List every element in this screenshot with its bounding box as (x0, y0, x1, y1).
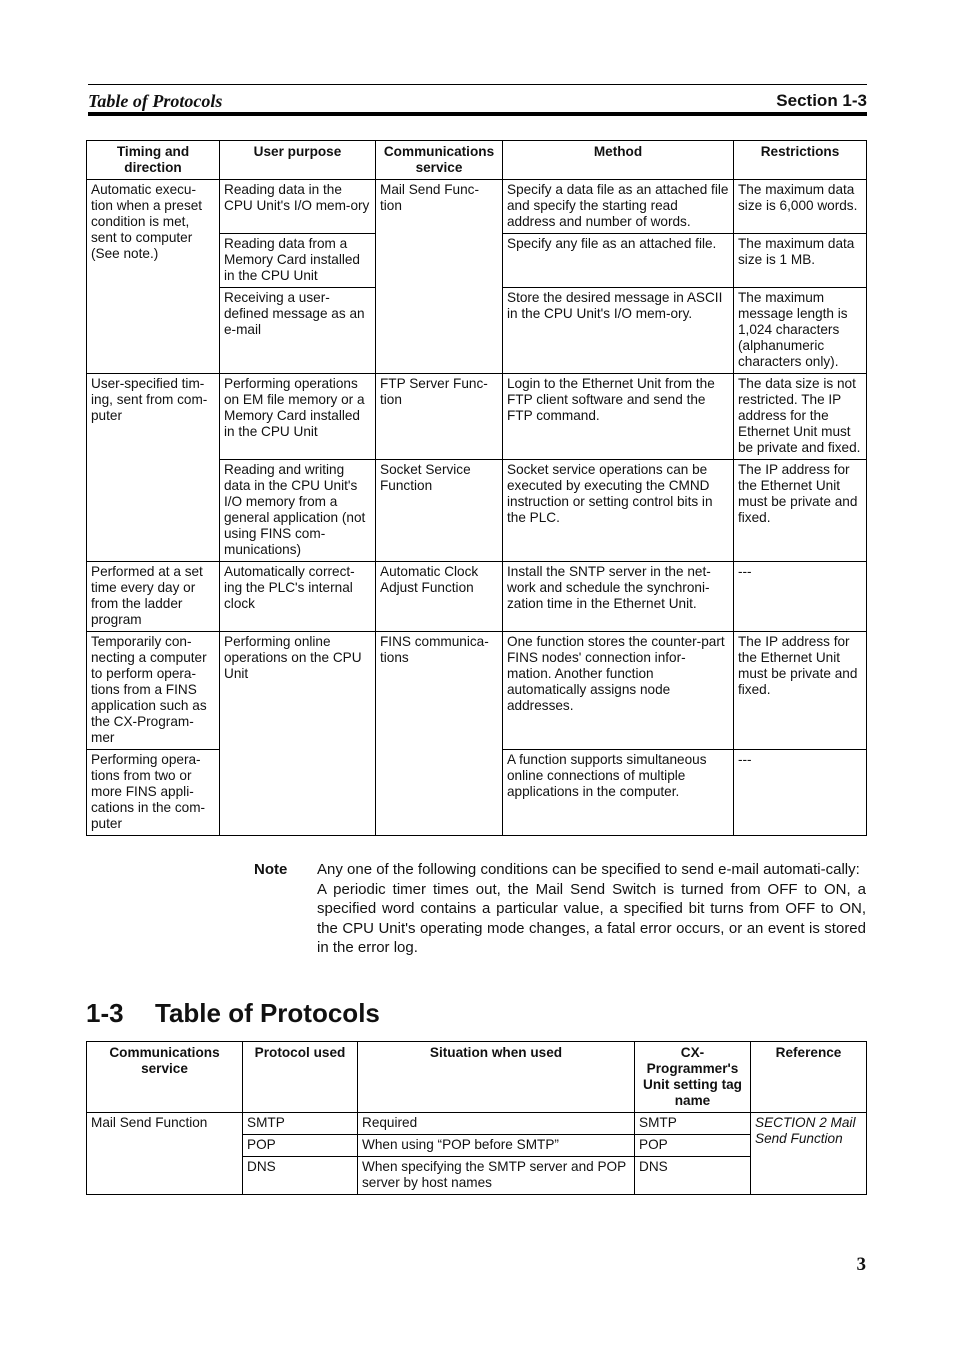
restriction-cell: --- (734, 750, 867, 836)
service-cell: Mail Send Func-tion (376, 180, 503, 374)
method-cell: Install the SNTP server in the net-work and schedule the synchroni-zation time in the Ethernet Unit. (503, 562, 734, 632)
method-cell: Specify any file as an attached file. (503, 234, 734, 288)
column-header: Communications service (376, 141, 503, 180)
method-cell: One function stores the counter-part FINS nodes' connection infor-mation. Another function automatically assigns node addresses. (503, 632, 734, 750)
column-header: Communications service (87, 1042, 243, 1113)
timing-cell: Automatic execu-tion when a preset condition is met, sent to computer (See note.) (87, 180, 220, 374)
purpose-cell: Performing online operations on the CPU Unit (220, 632, 376, 836)
service-cell: Mail Send Function (87, 1113, 243, 1195)
restriction-cell: The data size is not restricted. The IP address for the Ethernet Unit must be private and fixed. (734, 374, 867, 460)
section-number: 1-3 (86, 998, 124, 1028)
service-cell: Automatic Clock Adjust Function (376, 562, 503, 632)
purpose-cell: Performing operations on EM file memory or a Memory Card installed in the CPU Unit (220, 374, 376, 460)
table-header-row (87, 1042, 867, 1113)
situation-cell: When using “POP before SMTP” (358, 1135, 635, 1157)
column-header: Method (503, 141, 734, 180)
timing-cell: Temporarily con-necting a computer to perform opera-tions from a FINS application such as the CX-Program-mer (87, 632, 220, 750)
table-header-row (87, 141, 867, 180)
purpose-cell: Reading and writing data in the CPU Unit's I/O memory from a general application (not using FINS com-munications) (220, 460, 376, 562)
table-row (87, 632, 867, 750)
service-cell: FINS communica-tions (376, 632, 503, 836)
protocols-table (86, 1041, 867, 1195)
restriction-cell: The maximum message length is 1,024 characters (alphanumeric characters only). (734, 288, 867, 374)
table-row (87, 1113, 867, 1135)
header-title: Table of Protocols (88, 91, 223, 111)
restriction-cell: The IP address for the Ethernet Unit must be private and fixed. (734, 460, 867, 562)
service-cell: Socket Service Function (376, 460, 503, 562)
purpose-cell: Automatically correct-ing the PLC's internal clock (220, 562, 376, 632)
purpose-cell: Reading data from a Memory Card installed in the CPU Unit (220, 234, 376, 288)
page-number: 3 (856, 1254, 866, 1275)
column-header: CX-Programmer's Unit setting tag name (635, 1042, 751, 1113)
note-text: Any one of the following conditions can be specified to send e-mail automati-cally: (317, 861, 860, 878)
timing-cell: Performing opera-tions from two or more FINS appli-cations in the com-puter (87, 750, 220, 836)
protocol-cell: POP (243, 1135, 358, 1157)
section-title: Table of Protocols (155, 998, 380, 1028)
section-heading (86, 998, 380, 1029)
purpose-cell: Receiving a user-defined message as an e-mail (220, 288, 376, 374)
timing-cell: User-specified tim-ing, sent from com-puter (87, 374, 220, 562)
situation-cell: Required (358, 1113, 635, 1135)
tag-cell: SMTP (635, 1113, 751, 1135)
situation-cell: When specifying the SMTP server and POP server by host names (358, 1157, 635, 1195)
column-header: Situation when used (358, 1042, 635, 1113)
method-cell: Socket service operations can be executed by executing the CMND instruction or setting control bits in the PLC. (503, 460, 734, 562)
header-section: Section 1-3 (776, 91, 867, 110)
column-header: Protocol used (243, 1042, 358, 1113)
communications-table (86, 140, 867, 836)
tag-cell: POP (635, 1135, 751, 1157)
method-cell: Login to the Ethernet Unit from the FTP client software and send the FTP command. (503, 374, 734, 460)
column-header: User purpose (220, 141, 376, 180)
table-row (87, 180, 867, 234)
column-header: Reference (751, 1042, 867, 1113)
restriction-cell: The IP address for the Ethernet Unit must be private and fixed. (734, 632, 867, 750)
purpose-cell: Reading data in the CPU Unit's I/O mem-ory (220, 180, 376, 234)
note-body (317, 860, 866, 958)
table-row (87, 562, 867, 632)
protocol-cell: DNS (243, 1157, 358, 1195)
service-cell: FTP Server Func-tion (376, 374, 503, 460)
page-header (88, 84, 867, 116)
timing-cell: Performed at a set time every day or from the ladder program (87, 562, 220, 632)
note-label: Note (254, 861, 288, 878)
restriction-cell: --- (734, 562, 867, 632)
table-row (87, 374, 867, 460)
method-cell: Specify a data file as an attached file and specify the starting read address and number of words. (503, 180, 734, 234)
reference-cell: SECTION 2 Mail Send Function (751, 1113, 867, 1195)
restriction-cell: The maximum data size is 1 MB. (734, 234, 867, 288)
method-cell: Store the desired message in ASCII in the CPU Unit's I/O mem-ory. (503, 288, 734, 374)
column-header: Timing and direction (87, 141, 220, 180)
tag-cell: DNS (635, 1157, 751, 1195)
method-cell: A function supports simultaneous online connections of multiple applications in the computer. (503, 750, 734, 836)
restriction-cell: The maximum data size is 6,000 words. (734, 180, 867, 234)
note-text: A periodic timer times out, the Mail Send Switch is turned from OFF to ON, a specified word contains a particular value, a specified bit turns from OFF to ON, the CPU Unit's operating mode changes, a fatal error occurs, or an event is stored in the error log. (317, 880, 866, 956)
protocol-cell: SMTP (243, 1113, 358, 1135)
column-header: Restrictions (734, 141, 867, 180)
